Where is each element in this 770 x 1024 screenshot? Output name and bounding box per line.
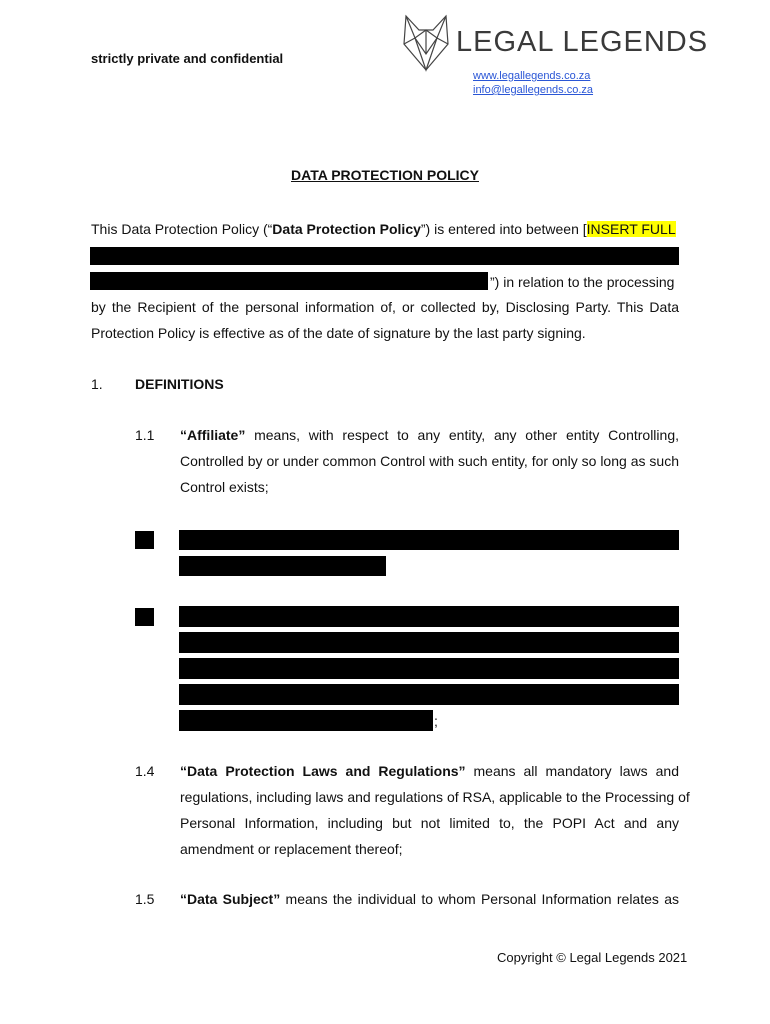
- clause-1-4-line-4: amendment or replacement thereof;: [180, 841, 403, 857]
- clause-1-1-line-3: Control exists;: [180, 479, 269, 495]
- fox-logo-icon: [402, 14, 450, 72]
- redaction-bar: [90, 247, 679, 265]
- redaction-bar: [179, 658, 679, 679]
- email-link[interactable]: info@legallegends.co.za: [473, 84, 594, 96]
- redaction-bar: [90, 272, 488, 290]
- copyright-footer: Copyright © Legal Legends 2021: [497, 950, 688, 965]
- redaction-bar: [179, 556, 386, 576]
- clause-number: 1.1: [135, 427, 155, 443]
- redaction-bar: [179, 710, 433, 731]
- redaction-bar: [179, 632, 679, 653]
- clause-1-4-line-1: “Data Protection Laws and Regulations” means all mandatory laws and: [180, 763, 679, 779]
- clause-number: 1.5: [135, 891, 155, 907]
- intro-line-1: This Data Protection Policy (“Data Protection Policy”) is entered into between [INSERT FULL: [91, 221, 676, 237]
- redaction-bar: [179, 530, 679, 550]
- section-number: 1.: [91, 376, 103, 392]
- redaction-bar: [135, 531, 154, 549]
- clause-1-1-line-1: “Affiliate” means, with respect to any entity, any other entity Controlling,: [180, 427, 679, 443]
- confidential-notice: strictly private and confidential: [91, 51, 284, 66]
- clause-1-1-line-2: Controlled by or under common Control with such entity, for only so long as such: [180, 453, 679, 469]
- document-title: DATA PROTECTION POLICY: [291, 167, 479, 183]
- highlight-placeholder: INSERT FULL: [586, 221, 676, 237]
- redaction-bar: [135, 608, 154, 626]
- redaction-bar: [179, 606, 679, 627]
- redaction-bar: [179, 684, 679, 705]
- clause-1-4-line-3: Personal Information, including but not limited to, the POPI Act and any: [180, 815, 679, 831]
- clause-number: 1.4: [135, 763, 155, 779]
- intro-line-4: by the Recipient of the personal information of, or collected by, Disclosing Party. This Data: [91, 299, 679, 315]
- website-link[interactable]: www.legallegends.co.za: [473, 70, 591, 82]
- clause-1-3-end: ;: [434, 713, 438, 729]
- section-heading: DEFINITIONS: [135, 376, 224, 392]
- brand-name: LEGAL LEGENDS: [456, 26, 709, 58]
- clause-1-5-line-1: “Data Subject” means the individual to whom Personal Information relates as: [180, 891, 679, 907]
- clause-1-4-line-2: regulations, including laws and regulations of RSA, applicable to the Processing of: [180, 789, 690, 805]
- intro-line-3: ”) in relation to the processing: [490, 274, 675, 290]
- intro-line-5: Protection Policy is effective as of the date of signature by the last party signing.: [91, 325, 586, 341]
